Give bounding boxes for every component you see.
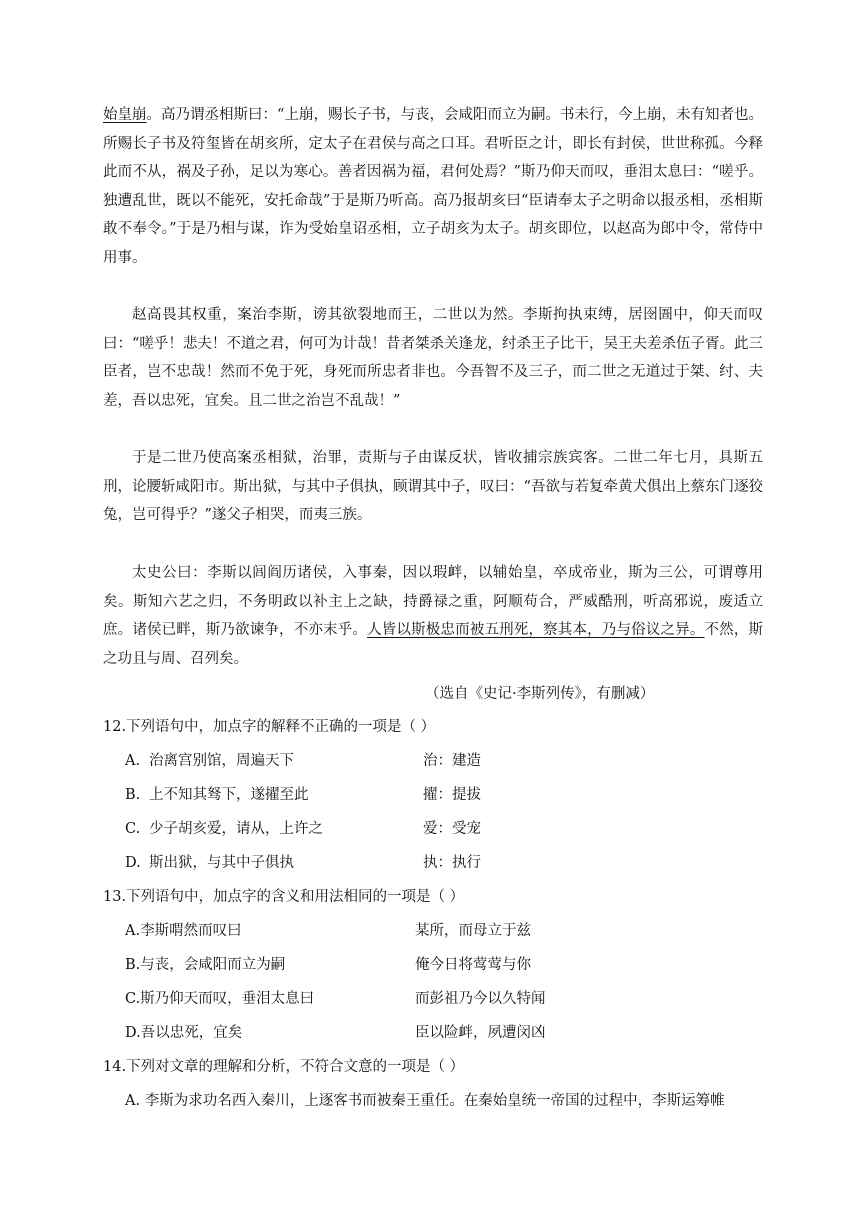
paragraph-text: 太史公曰：李斯以闾阎历诸侯，入事秦，因以瑕衅，以辅始皇，卒成帝业，斯为三公，可谓尊用矣。斯知六艺之归，不务明政以补主上之缺，持爵禄之重，阿顺苟合，严威酷刑，听高邪说，废适立庶。诸侯已畔，斯乃欲谏争，不亦末乎。	[103, 565, 763, 639]
q12-option-b-text: 上不知其驽下，遂擢至此	[149, 787, 309, 803]
q13-option-c-compare: 而彭祖乃今以久特闻	[415, 991, 546, 1007]
paragraph-text: 。高乃谓丞相斯曰：“上崩，赐长子书，与丧，会咸阳而立为嗣。书未行，今上崩，未有知者也。所赐长子书及符玺皆在胡亥所，定太子在君侯与高之口耳。君听臣之计，即长有封侯，世世称孤。今释此而不从，祸及子孙，足以为寒心。善者因祸为福，君何处焉？”斯乃仰天而叹，垂泪太息曰：“嗟乎。独遭乱世，既以不能死，安托命哉”于是斯乃听高。高乃报胡亥曰“臣请奉太子之明命以报丞相，丞相斯敢不奉令。”于是乃相与谋，诈为受始皇诏丞相，立子胡亥为太子。胡亥即位，以赵高为郎中令，常侍中用事。	[103, 107, 763, 266]
q13-option-a-text: A.李斯喟然而叹曰	[125, 923, 242, 939]
source-citation: （选自《史记·李斯列传》，有删减）	[425, 686, 655, 702]
passage-paragraph-4	[103, 559, 763, 673]
q14-option-a-text: A. 李斯为求功名西入秦川，上逐客书而被秦王重任。在秦始皇统一帝国的过程中，李斯运筹帷	[125, 1093, 725, 1109]
q12-option-d-gloss: 执：执行	[423, 855, 481, 871]
question-14-stem: 14.下列对文章的理解和分析，不符合文意的一项是（ ）	[103, 1059, 465, 1075]
paragraph-text: 不然，斯之功且与周、召列矣。	[103, 622, 764, 667]
q12-option-d-text: 斯出狱，与其中子俱执	[149, 855, 294, 871]
q12-option-d-label: D.	[125, 855, 141, 871]
underlined-phrase: 始皇崩	[103, 107, 147, 123]
passage-paragraph-2: 赵高畏其权重，案治李斯，谤其欲裂地而王，二世以为然。李斯拘执束缚，居囹圄中，仰天而叹曰：“嗟乎！悲夫！不道之君，何可为计哉！昔者桀杀关逢龙，纣杀王子比干，吴王夫差杀伍子胥。此三臣者，岂不忠哉！然而不免于死，身死而所忠者非也。今吾智不及三子，而二世之无道过于桀、纣、夫差，吾以忠死，宜矣。且二世之治岂不乱哉！”	[103, 307, 763, 409]
q12-option-a-gloss: 治：建造	[423, 753, 481, 769]
q13-option-d-text: D.吾以忠死，宜矣	[125, 1025, 243, 1041]
q13-option-b-text: B.与丧，会咸阳而立为嗣	[125, 957, 286, 973]
passage-paragraph-3: 于是二世乃使高案丞相狱，治罪，责斯与子由谋反状，皆收捕宗族宾客。二世二年七月，具斯五刑，论腰斩咸阳市。斯出狱，与其中子俱执，顾谓其中子，叹曰：“吾欲与若复牵黄犬俱出上蔡东门逐狡兔，岂可得乎？”遂父子相哭，而夷三族。	[103, 450, 763, 524]
q13-option-c-text: C.斯乃仰天而叹，垂泪太息曰	[125, 991, 315, 1007]
q12-option-a-label: A.	[125, 753, 141, 769]
question-12-stem: 12.下列语句中，加点字的解释不正确的一项是（ ）	[103, 719, 436, 735]
q12-option-c-gloss: 爱：受宠	[423, 821, 481, 837]
q13-option-a-compare: 某所，而母立于兹	[415, 923, 531, 939]
q12-option-b-gloss: 擢：提拔	[423, 787, 481, 803]
q13-option-d-compare: 臣以险衅，夙遭闵凶	[415, 1025, 546, 1041]
q12-option-b-label: B.	[125, 787, 141, 803]
q12-option-a-text: 治离宫别馆，周遍天下	[149, 753, 294, 769]
passage-paragraph-1	[103, 101, 763, 273]
q13-option-b-compare: 俺今日将莺莺与你	[415, 957, 531, 973]
question-13-stem: 13.下列语句中，加点字的含义和用法相同的一项是（ ）	[103, 889, 465, 905]
underlined-sentence: 人皆以斯极忠而被五刑死，察其本，乃与俗议之异。	[367, 622, 705, 639]
q12-option-c-text: 少子胡亥爱，请从，上许之	[149, 821, 323, 837]
q12-option-c-label: C.	[125, 821, 141, 837]
